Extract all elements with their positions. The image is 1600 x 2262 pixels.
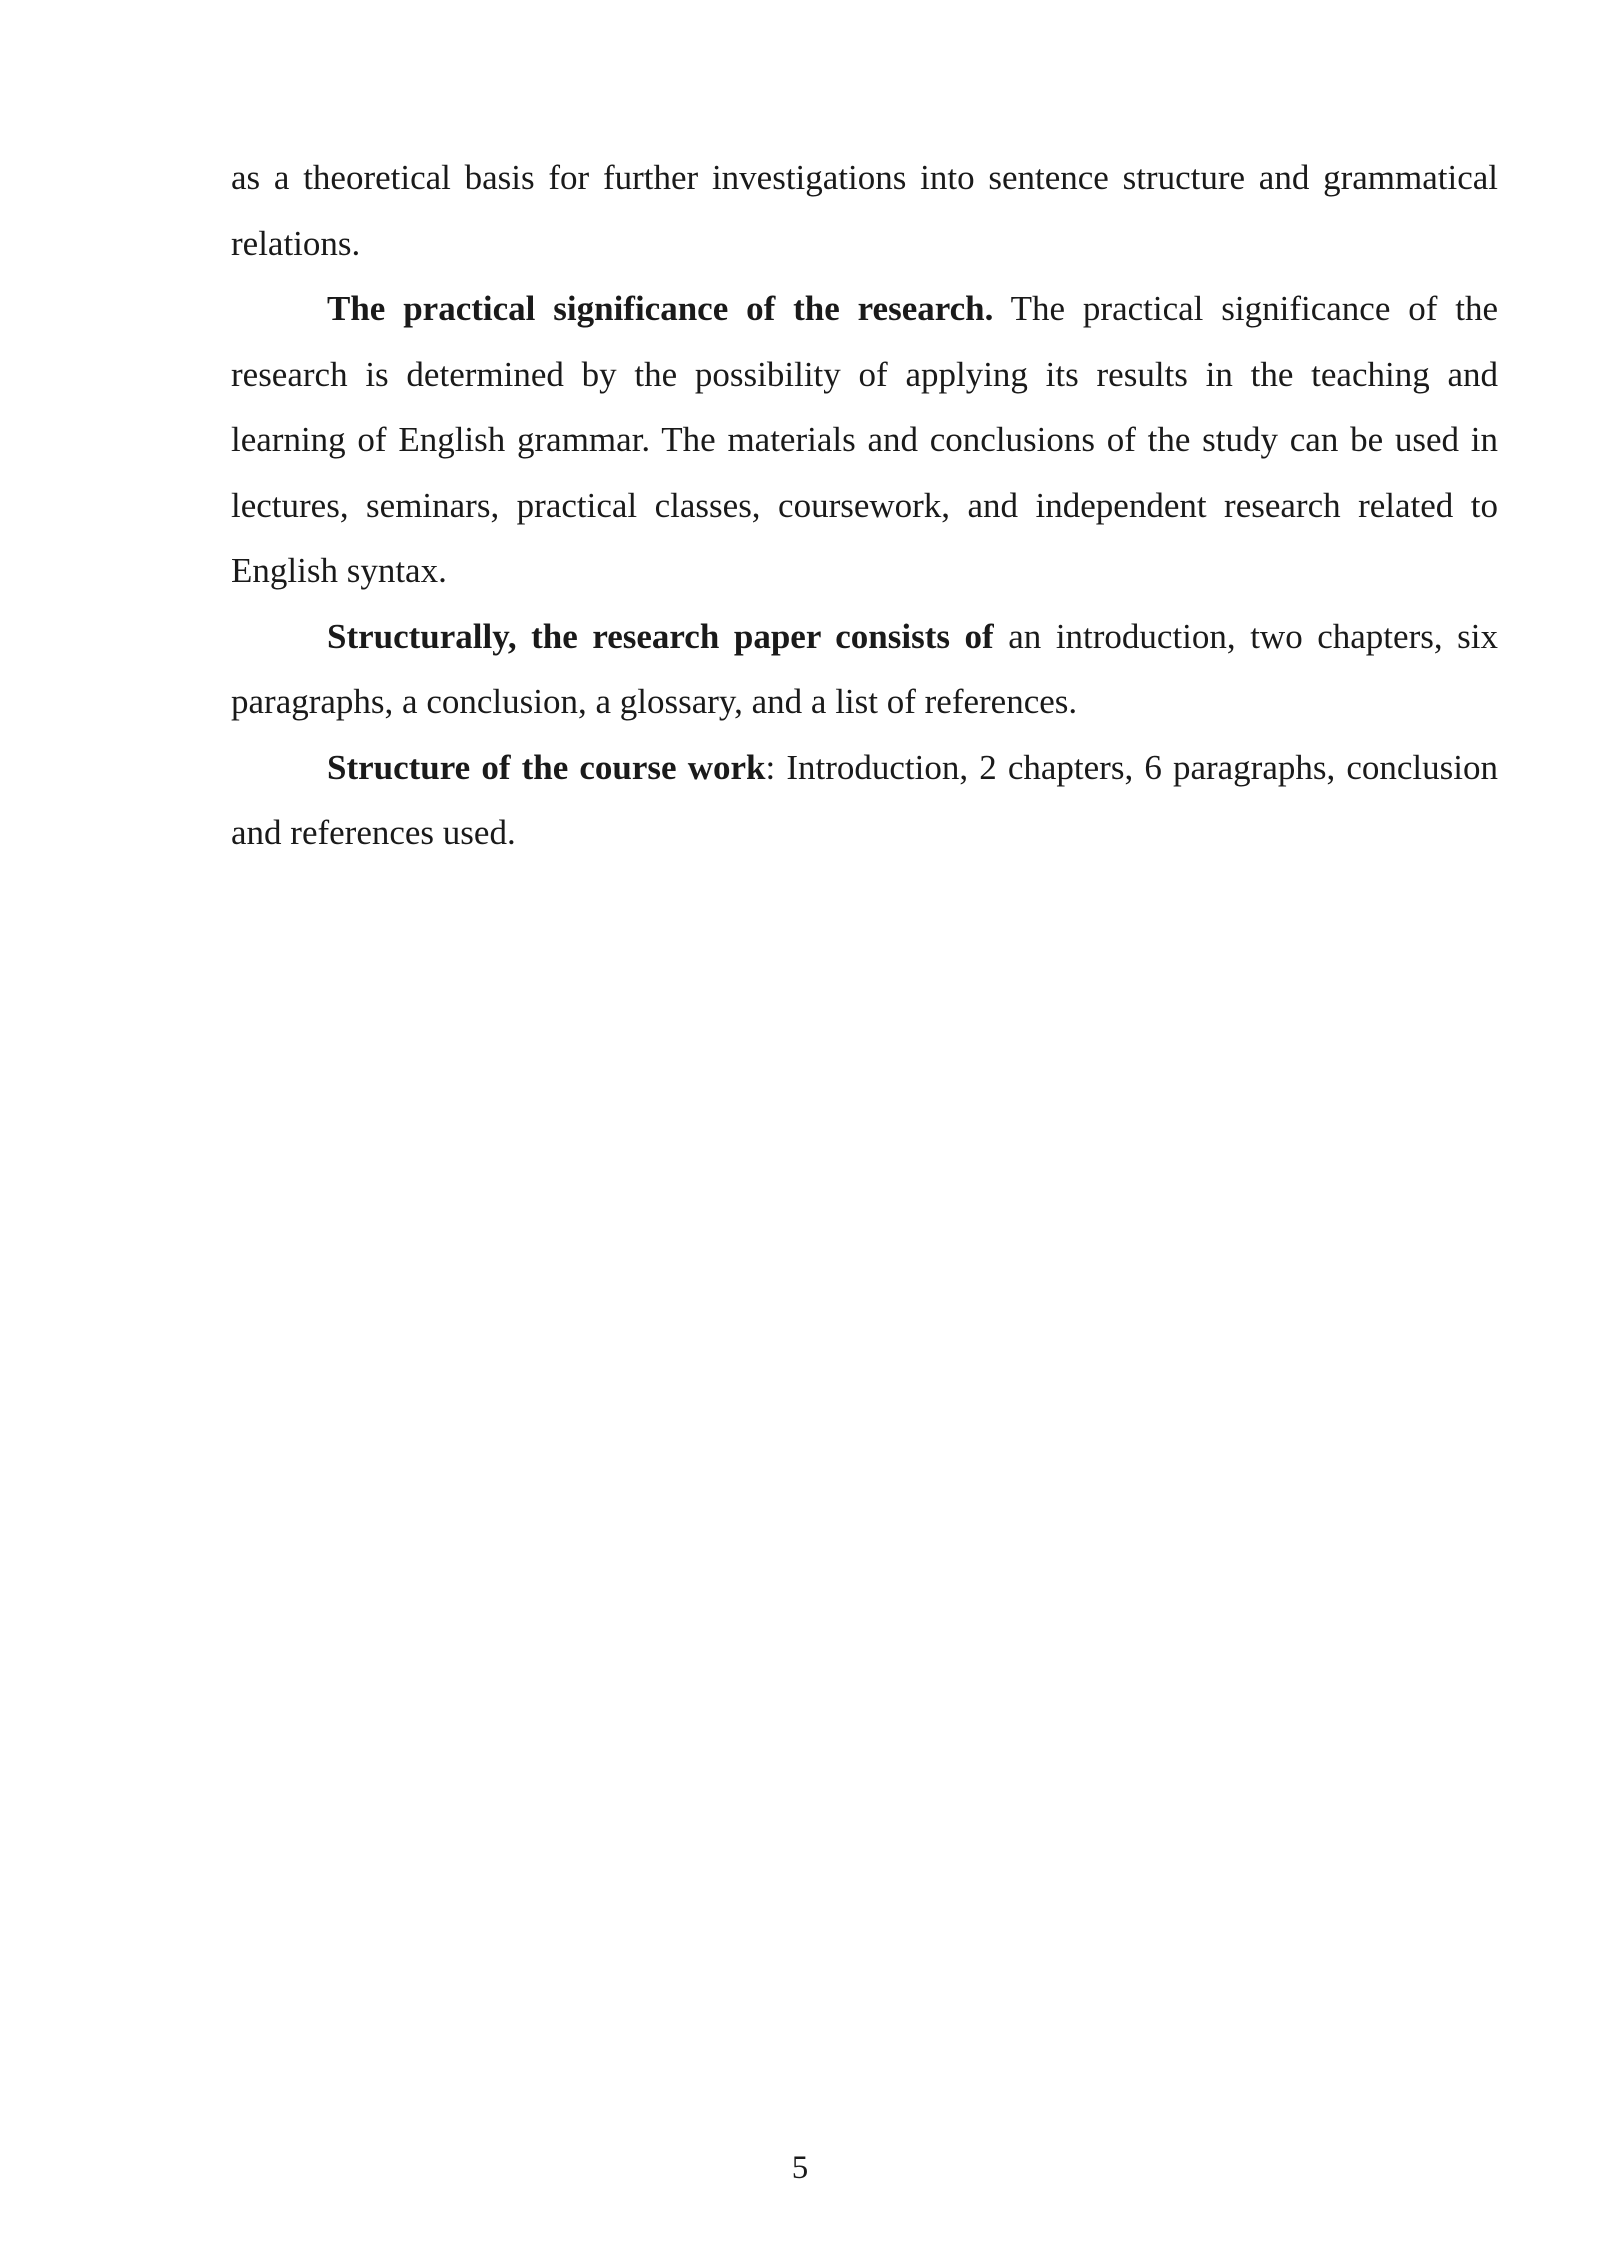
paragraph-lead: The practical significance of the research. [327,289,994,328]
page-body [231,145,1498,866]
paragraph-lead: Structurally, the research paper consists of [327,616,994,656]
paragraph-course-work-structure [231,735,1498,866]
paragraph-text: : Introduction, 2 chapters, 6 paragraphs, conclusion and references used. [231,747,1498,852]
paragraph-text: an introduction, two chapters, six paragraphs, a conclusion, a glossary, and a list of references. [231,616,1498,721]
paragraph-practical-significance [231,276,1498,604]
paragraph-paper-structure [231,604,1498,735]
paragraph-text: The practical significance of the research is determined by the possibility of applying its results in the teaching and learning of English grammar. The materials and conclusions of the study can be used in lectures, seminars, practical classes, coursework, and independent research related to English syntax. [231,289,1498,590]
paragraph-continuation [231,145,1498,276]
paragraph-lead: Structure of the course work [327,747,766,787]
paragraph-text: as a theoretical basis for further investigations into sentence structure and grammatical relations. [231,158,1498,263]
page-number: 5 [791,2150,809,2186]
